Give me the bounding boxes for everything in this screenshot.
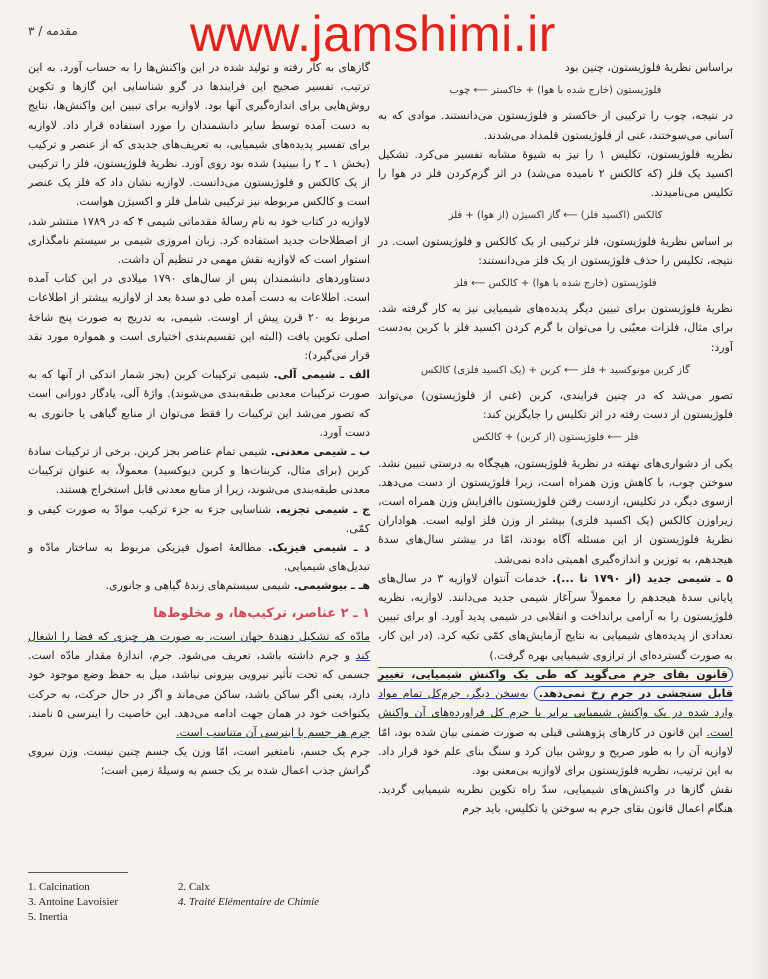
underlined-text: مادّه که تشکیل دهندهٔ جهان است، به صورت هر چیزی که فضا را اشغال کند xyxy=(28,629,371,663)
list-item-title: ج ـ شیمی تجزیه. xyxy=(275,502,371,516)
paragraph: نظریه فلوژیستون، تکلیس ۱ را نیز به شیوهٔ مشابه تفسیر می‌کرد. تشکیل اکسید یک فلز (که کالکس ۲ نامیده می‌شد) در اثر گرم‌کردن فلز در هوا را تکلیس می‌نامیدند. xyxy=(378,147,734,200)
list-item-text: مطالعهٔ اصول فیزیکی مربوط به ساختار مادّه و تبدیل‌های شیمیایی. xyxy=(28,541,370,574)
underlined-text: به‌سخن دیگر، جرم‌کل تمام مواد وارد شده در یک واکنش شیمیایی برابر با جرم کل فراورده‌های آن واکنش است. xyxy=(378,687,733,739)
paragraph-text: خدمات آنتوان لاوازیه ۳ در سال‌های پایانی سدهٔ هیجدهم را معمولاً سرآغاز شیمی جدید می‌دانند. لاوازیه، نظریه فلوژیستون را به آرامی برانداخت و انقلابی در شیمی پدید آورد. او برای تبیین تعدادی از پدیده‌های شیمیایی به نتایج آزمایش‌های کمّی تکیه کرد. (در این کار، به صورت گسترده‌ای از ترازوی شیمیایی بهره گرفت.) xyxy=(378,571,733,662)
scan-edge-shadow xyxy=(750,0,768,979)
list-item-text: شیمی ترکیبات کربن (بجز شمار اندکی از آنها که به صورت ترکیبات معدنی طبقه‌بندی می‌شوند). واژهٔ آلی، یادگار دورانی است که تصور می‌شد این ترکیبات را فقط می‌توان از منابع گیاهی یا جانوری به دست آورد. xyxy=(28,368,370,439)
list-item-title: د ـ شیمی فیزیک. xyxy=(268,541,371,555)
paragraph xyxy=(378,665,733,780)
list-item-text: شیمی سیستم‌های زندهٔ گیاهی و جانوری. xyxy=(105,579,291,593)
left-column xyxy=(28,58,370,781)
list-item xyxy=(28,500,370,538)
paragraph: گازهای به کار رفته و تولید شده در این واکنش‌ها را به حساب آورد. به این ترتیب، تفسیر صحیح این فرایندها در گرو شناسایی این گازها و تکوین روش‌هایی برای اندازه‌گیری آنها بود. لاوازیه برای تبیین این واکنش‌ها، نتایج به دست آمده توسط سایر دانشمندان را مورد استفاده قرار داد. لاوازیه برای تفسیر پدیده‌های شیمیایی، به تعریف‌های جدیدی که از عنصر و ترکیب (بخش ۱ ـ ۲ را ببینید) شده بود روی آورد. نظریهٔ فلوژیستون، فلز را ترکیبی از یک کالکس و فلوژیستون می‌دانست. لاوازیه نشان داد که فلز یک عنصر است و کالکس مربوطه نیز ترکیبی شامل فلز و اکسیژن هواست. xyxy=(28,61,371,209)
footnotes xyxy=(28,880,368,925)
footnote-row xyxy=(28,895,368,910)
footnote: 3. Antoine Lavoisier xyxy=(28,896,119,908)
paragraph: نظریهٔ فلوژیستون برای تبیین دیگر پدیده‌های شیمیایی نیز به کار گرفته شد. برای مثال، فلزات معیّنی را می‌توان با گرم کردن اکسید فلز با کربن به‌دست آورد: xyxy=(378,302,733,354)
footnote-divider xyxy=(28,872,128,873)
paragraph: جرم یک جسم، نامتغیر است، امّا وزن یک جسم چنین نیست. وزن نیروی گرانش جذب اعمال شده بر یک جسم به وسیلهٔ زمین است؛ xyxy=(28,745,370,778)
paragraph xyxy=(28,627,370,742)
underlined-text: جرم هر جسم با اینرسی آن متناسب است. xyxy=(176,725,370,739)
paragraph-text: این قانون در کارهای پژوهشی قبلی به صورت ضمنی بیان شده بود، امّا لاوازیه آن را به طور صریح و روشن بیان کرد و سنگ بنای علم خود قرار داد. به این ترتیب، نظریه فلوژیستون برای لاوازیه بی‌معنی بود. xyxy=(378,725,733,777)
watermark: www.jamshimi.ir xyxy=(190,6,556,62)
paragraph: براساس نظریهٔ فلوژیستون، چنین بود xyxy=(564,61,733,74)
section-title: ۱ ـ ۲ عناصر، ترکیب‌ها، و مخلوط‌ها xyxy=(153,605,370,621)
footnote: 1. Calcination xyxy=(28,881,90,893)
highlighted-law: قانون بقای جرم می‌گوید که طی یک واکنش شیمیایی، تغییر قابل سنجشی در جرم رخ نمی‌دهد. xyxy=(378,667,733,701)
list-item-title: ب ـ شیمی معدنی. xyxy=(270,445,370,459)
page-header: مقدمه / ۳ xyxy=(28,24,78,38)
list-item xyxy=(28,365,370,442)
list-item-title: الف ـ شیمی آلی. xyxy=(273,368,370,382)
list-item xyxy=(28,538,370,576)
paragraph xyxy=(378,569,733,665)
paragraph: دستاوردهای دانشمندان پس از سال‌های ۱۷۹۰ میلادی در این کتاب آمده است. اطلاعات به دست آمده طی دو سدهٔ بعد از لاوازیه بیشتر از اطلاعات مربوط به ۲۰ قرن پیش از اوست. شیمی، به تدریج به صورت پنج شاخهٔ اصلی تکوین یافت (البته این تقسیم‌بندی اختیاری است و همواره مورد نقد قرار می‌گیرد): xyxy=(28,272,371,363)
list-item-text: شیمی تمام عناصر بجز کربن. برخی از ترکیبات سادهٔ کربن (برای مثال، کربنات‌ها و کربن دیوکسید) معمولاً، به عنوان ترکیبات معدنی طبقه‌بندی می‌شوند، زیرا از منابع معدنی قابل استخراج هستند. xyxy=(28,445,370,497)
footnote: 2. Calx xyxy=(178,881,210,893)
paragraph: یکی از دشواری‌های نهفته در نظریهٔ فلوژیستون، هیچگاه به درستی تبیین نشد. سوختن چوب، با کاهش وزن همراه است، زیرا فلوژیستون از دست می‌دهد. ازسوی دیگر، در تکلیس، ازدست رفتن فلوژیستون باافزایش وزن همراه است، زیراوزن کالکس (یک اکسید فلزی) بیشتر از وزن فلز اولیه است. هواداران نظریهٔ فلوژیستون از این مسئله آگاه بودند، امّا در بیشتر سال‌های سدهٔ هیجدهم، به توزین و اندازه‌گیری اهمیتی داده نمی‌شد. xyxy=(378,456,733,566)
paragraph: لاوازیه در کتاب خود به نام رسالهٔ مقدماتی شیمی ۴ که در ۱۷۸۹ منتشر شد، از اصطلاحات جدید استفاده کرد. زبان امروزی شیمی بر سیستم نامگذاری استوار است که لاوازیه نقش مهمی در تنظیم آن داشت. xyxy=(28,214,370,267)
list-item xyxy=(28,576,370,595)
footnote: 5. Inertia xyxy=(28,911,68,923)
section-heading: ۵ ـ شیمی جدید (از ۱۷۹۰ تا ...). xyxy=(552,571,733,585)
equation: فلز ⟵ فلوژیستون (از کربن) + کالکس xyxy=(472,432,639,444)
paragraph: تصور می‌شد که در چنین فرایندی، کربن (غنی از فلوژیستون) می‌تواند فلوژیستون از دست رفته در اثر تکلیس را جایگزین کند: xyxy=(378,389,733,422)
footnote-row xyxy=(28,910,368,925)
equation: فلوژیستون (خارج شده با هوا) + کالکس ⟵ فلز xyxy=(454,278,657,290)
equation: فلوژیستون (خارج شده با هوا) + خاکستر ⟵ چوب xyxy=(449,85,662,97)
right-column xyxy=(378,58,733,819)
list-item xyxy=(28,442,370,500)
paragraph-text: و جرم داشته باشد، تعریف می‌شود. جرم، اندازهٔ مقدار مادّه است. جسمی که تحت تأثیر نیرویی بیرونی نباشد، میل به حفظ وضع موجود خود دارد، یعنی اگر ساکن باشد، ساکن می‌ماند و اگر در حال حرکت، به حرکت یکنواخت خود در همان جهت ادامه می‌دهد. این خاصیت را اینرسی ۵ نامند. xyxy=(28,649,370,720)
list-item-title: هـ ـ بیوشیمی. xyxy=(293,579,370,593)
footnote: 4. Traité Elémentaire de Chimie xyxy=(178,896,320,908)
equation: کالکس (اکسید فلز) ⟵ گاز اکسیژن (از هوا) + فلز xyxy=(448,210,663,222)
footnote-row xyxy=(28,880,368,895)
paragraph: بر اساس نظریهٔ فلوژیستون، فلز ترکیبی از یک کالکس و فلوژیستون است. در نتیجه، تکلیس را حذف فلوژیستون از یک فلز می‌دانستند: xyxy=(378,234,733,267)
paragraph: نقش گازها در واکنش‌های شیمیایی، سدّ راه تکوین نظریه شیمیایی گردید. هنگام اعمال قانون بقای جرم به سوختن یا تکلیس، باید جرم xyxy=(378,783,733,816)
equation: گاز کربن مونوکسید + فلز ⟵ کربن + (یک اکسید فلزی) کالکس xyxy=(421,364,690,376)
list-item-text: شناسایی جزء به جزء ترکیب موادّ به صورت کیفی و کمّی. xyxy=(28,502,370,535)
paragraph: در نتیجه، چوب را ترکیبی از خاکستر و فلوژیستون می‌دانستند. موادی که به آسانی می‌سوختند، غنی از فلوژیستون قلمداد می‌شدند. xyxy=(378,109,733,142)
